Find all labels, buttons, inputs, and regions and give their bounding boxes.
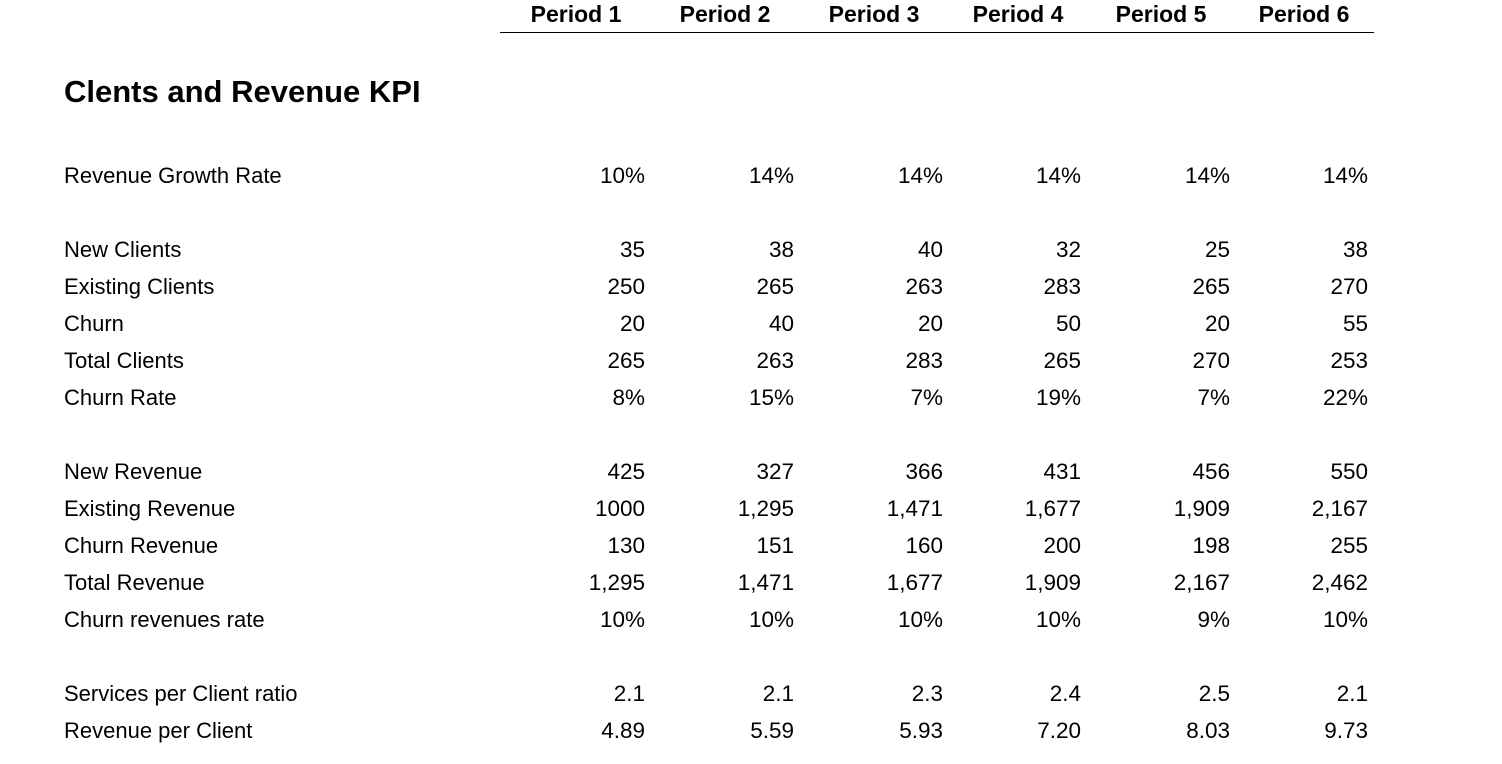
value-cell: 263 [905, 274, 943, 299]
value-cell: 2.1 [762, 681, 794, 706]
table-row [0, 533, 1502, 565]
value-cell: 5.59 [750, 718, 794, 743]
value-cell: 255 [1330, 533, 1368, 558]
value-cell: 32 [1055, 237, 1081, 262]
table-row [0, 311, 1502, 343]
value-cell: 250 [607, 274, 645, 299]
period-header-row [500, 0, 1374, 33]
value-cell: 327 [756, 459, 794, 484]
value-cell: 1,909 [1024, 570, 1081, 595]
value-cell: 1,295 [737, 496, 794, 521]
value-cell: 20 [619, 311, 645, 336]
report-title: Clents and Revenue KPI [64, 74, 421, 109]
value-cell: 14% [748, 163, 794, 188]
table-row [0, 681, 1502, 713]
value-cell: 265 [1192, 274, 1230, 299]
table-row [0, 385, 1502, 417]
value-cell: 2,167 [1173, 570, 1230, 595]
row-label: Existing Clients [64, 274, 215, 299]
value-cell: 10% [748, 607, 794, 632]
value-cell: 8% [612, 385, 645, 410]
value-cell: 2.4 [1049, 681, 1081, 706]
period-header-1: Period 1 [530, 1, 622, 27]
value-cell: 50 [1055, 311, 1081, 336]
value-cell: 2,167 [1311, 496, 1368, 521]
value-cell: 10% [599, 607, 645, 632]
row-label: Existing Revenue [64, 496, 236, 521]
row-label: New Revenue [64, 459, 203, 484]
value-cell: 55 [1342, 311, 1368, 336]
value-cell: 10% [599, 163, 645, 188]
value-cell: 366 [905, 459, 943, 484]
row-label: Churn Revenue [64, 533, 219, 558]
value-cell: 14% [897, 163, 943, 188]
value-cell: 10% [897, 607, 943, 632]
value-cell: 425 [607, 459, 645, 484]
value-cell: 10% [1322, 607, 1368, 632]
value-cell: 19% [1035, 385, 1081, 410]
period-header-5: Period 5 [1115, 1, 1207, 27]
value-cell: 198 [1192, 533, 1230, 558]
value-cell: 283 [905, 348, 943, 373]
value-cell: 550 [1330, 459, 1368, 484]
value-cell: 38 [1342, 237, 1368, 262]
value-cell: 7% [1197, 385, 1230, 410]
value-cell: 20 [1204, 311, 1230, 336]
period-header-4: Period 4 [972, 1, 1064, 27]
value-cell: 14% [1322, 163, 1368, 188]
value-cell: 283 [1043, 274, 1081, 299]
value-cell: 40 [768, 311, 794, 336]
value-cell: 270 [1330, 274, 1368, 299]
table-row [0, 348, 1502, 380]
row-label: Churn revenues rate [64, 607, 265, 632]
value-cell: 1,471 [886, 496, 943, 521]
table-row [0, 570, 1502, 602]
value-cell: 130 [607, 533, 645, 558]
value-cell: 2.1 [1336, 681, 1368, 706]
period-header-6: Period 6 [1258, 1, 1350, 27]
value-cell: 14% [1184, 163, 1230, 188]
value-cell: 9.73 [1324, 718, 1368, 743]
value-cell: 8.03 [1186, 718, 1230, 743]
value-cell: 2.1 [613, 681, 645, 706]
value-cell: 14% [1035, 163, 1081, 188]
value-cell: 22% [1322, 385, 1368, 410]
value-cell: 1,677 [886, 570, 943, 595]
value-cell: 151 [756, 533, 794, 558]
value-cell: 4.89 [601, 718, 645, 743]
value-cell: 2.5 [1198, 681, 1230, 706]
row-label: Total Revenue [64, 570, 205, 595]
row-label: Revenue per Client [64, 718, 253, 743]
row-label: Revenue Growth Rate [64, 163, 282, 188]
value-cell: 15% [748, 385, 794, 410]
period-header-2: Period 2 [679, 1, 771, 27]
table-row [0, 718, 1502, 750]
value-cell: 1,295 [588, 570, 645, 595]
row-label: Total Clients [64, 348, 184, 373]
value-cell: 200 [1043, 533, 1081, 558]
value-cell: 253 [1330, 348, 1368, 373]
value-cell: 1,677 [1024, 496, 1081, 521]
value-cell: 1,471 [737, 570, 794, 595]
table-row [0, 274, 1502, 306]
value-cell: 5.93 [899, 718, 943, 743]
table-row [0, 237, 1502, 269]
value-cell: 270 [1192, 348, 1230, 373]
value-cell: 7% [910, 385, 943, 410]
value-cell: 160 [905, 533, 943, 558]
row-label: Churn Rate [64, 385, 177, 410]
value-cell: 1000 [594, 496, 645, 521]
value-cell: 1,909 [1173, 496, 1230, 521]
value-cell: 10% [1035, 607, 1081, 632]
value-cell: 456 [1192, 459, 1230, 484]
value-cell: 265 [607, 348, 645, 373]
period-header-3: Period 3 [828, 1, 920, 27]
table-row [0, 496, 1502, 528]
value-cell: 431 [1043, 459, 1081, 484]
value-cell: 2.3 [911, 681, 943, 706]
value-cell: 265 [1043, 348, 1081, 373]
value-cell: 265 [756, 274, 794, 299]
value-cell: 38 [768, 237, 794, 262]
value-cell: 263 [756, 348, 794, 373]
value-cell: 35 [619, 237, 645, 262]
value-cell: 9% [1197, 607, 1230, 632]
table-row [0, 163, 1502, 195]
value-cell: 40 [917, 237, 943, 262]
row-label: Churn [64, 311, 124, 336]
value-cell: 2,462 [1311, 570, 1368, 595]
value-cell: 25 [1204, 237, 1230, 262]
value-cell: 7.20 [1037, 718, 1081, 743]
row-label: New Clients [64, 237, 182, 262]
table-row [0, 607, 1502, 639]
value-cell: 20 [917, 311, 943, 336]
row-label: Services per Client ratio [64, 681, 298, 706]
table-row [0, 459, 1502, 491]
